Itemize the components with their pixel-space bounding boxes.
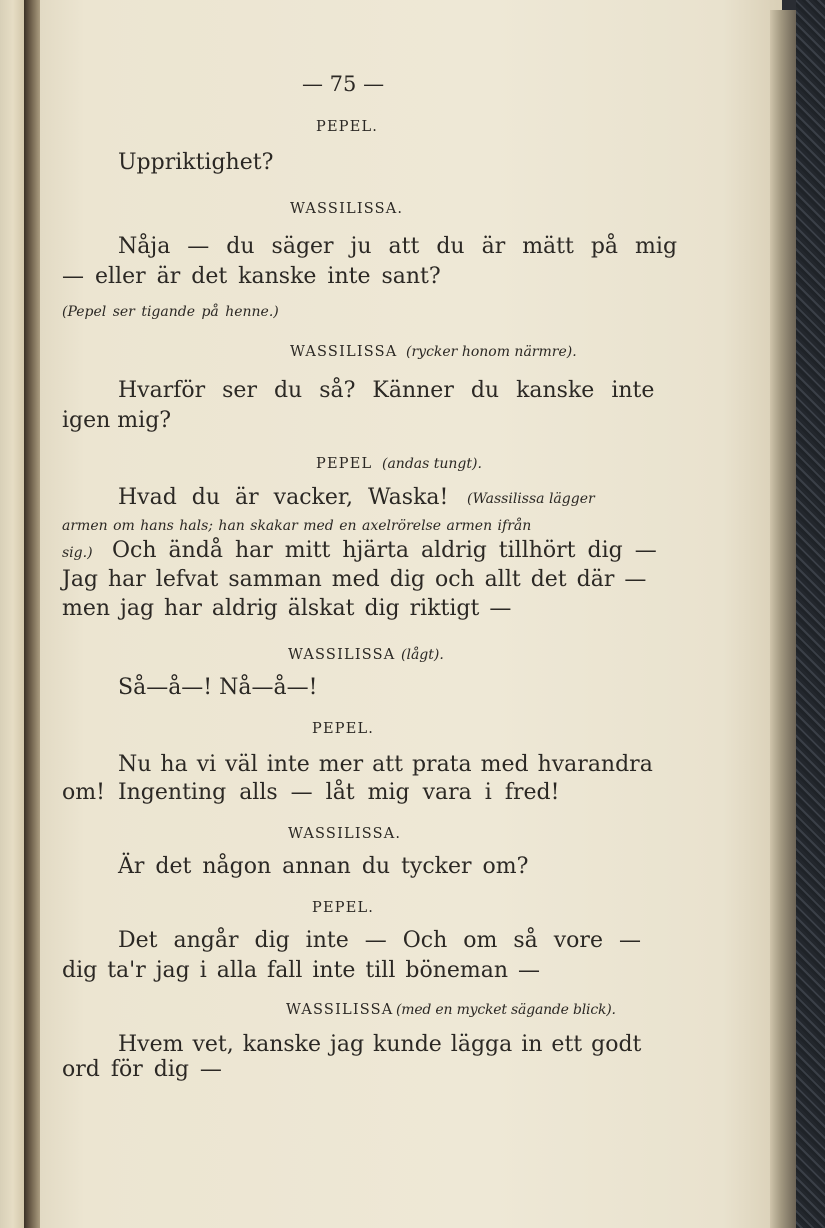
speaker-label: WASSILISSA — [290, 344, 398, 360]
dialogue-line: — eller är det kanske inte sant? — [62, 264, 441, 289]
stage-direction: (Pepel ser tigande på henne.) — [62, 304, 279, 320]
page-number: — 75 — — [302, 72, 385, 96]
speaker-label: WASSILISSA. — [288, 826, 402, 842]
speaker-label: PEPEL. — [316, 119, 379, 135]
stage-direction: (med en mycket sägande blick). — [396, 1002, 616, 1018]
stage-direction: sig.) — [62, 545, 93, 561]
dialogue-line: Hvem vet, kanske jag kunde lägga in ett godt — [118, 1032, 642, 1057]
background-cloth — [796, 0, 825, 1228]
dialogue-line: men jag har aldrig älskat dig riktigt — — [62, 596, 512, 621]
stage-direction: (Wassilissa lägger — [467, 491, 595, 507]
stage-direction: (andas tungt). — [382, 456, 482, 472]
dialogue-line: Är det någon annan du tycker om? — [118, 854, 529, 879]
stage-direction: (lågt). — [401, 647, 444, 663]
dialogue-line: igen mig? — [62, 408, 172, 433]
dialogue-line: Nåja — du säger ju att du är mätt på mig — [118, 234, 678, 259]
dialogue-line: Nu ha vi väl inte mer att prata med hvarandra — [118, 752, 653, 777]
dialogue-line: Så—å—! Nå—å—! — [118, 675, 318, 700]
left-page-edge — [0, 0, 26, 1228]
dialogue-line: Hvarför ser du så? Känner du kanske inte — [118, 378, 655, 403]
dialogue-line: Jag har lefvat samman med dig och allt det där — — [62, 567, 647, 592]
dialogue-line: ord för dig — — [62, 1057, 222, 1082]
page-stack-edge — [770, 10, 796, 1228]
speaker-label: PEPEL. — [312, 721, 375, 737]
speaker-label: WASSILISSA — [288, 647, 396, 663]
stage-direction: armen om hans hals; han skakar med en axelrörelse armen ifrån — [62, 518, 532, 534]
speaker-label: WASSILISSA — [286, 1002, 394, 1018]
speaker-label: PEPEL — [316, 456, 373, 472]
dialogue-line: dig ta'r jag i alla fall inte till böneman — — [62, 958, 541, 983]
stage-direction: (rycker honom närmre). — [406, 344, 577, 360]
dialogue-line: Hvad du är vacker, Waska! — [118, 485, 449, 510]
speaker-label: WASSILISSA. — [290, 201, 404, 217]
dialogue-line: Det angår dig inte — Och om så vore — — [118, 928, 641, 953]
dialogue-line: om! Ingenting alls — låt mig vara i fred! — [62, 780, 560, 805]
speaker-label: PEPEL. — [312, 900, 375, 916]
dialogue-line: Uppriktighet? — [118, 150, 274, 175]
dialogue-line: Och ändå har mitt hjärta aldrig tillhört dig — — [112, 538, 657, 563]
